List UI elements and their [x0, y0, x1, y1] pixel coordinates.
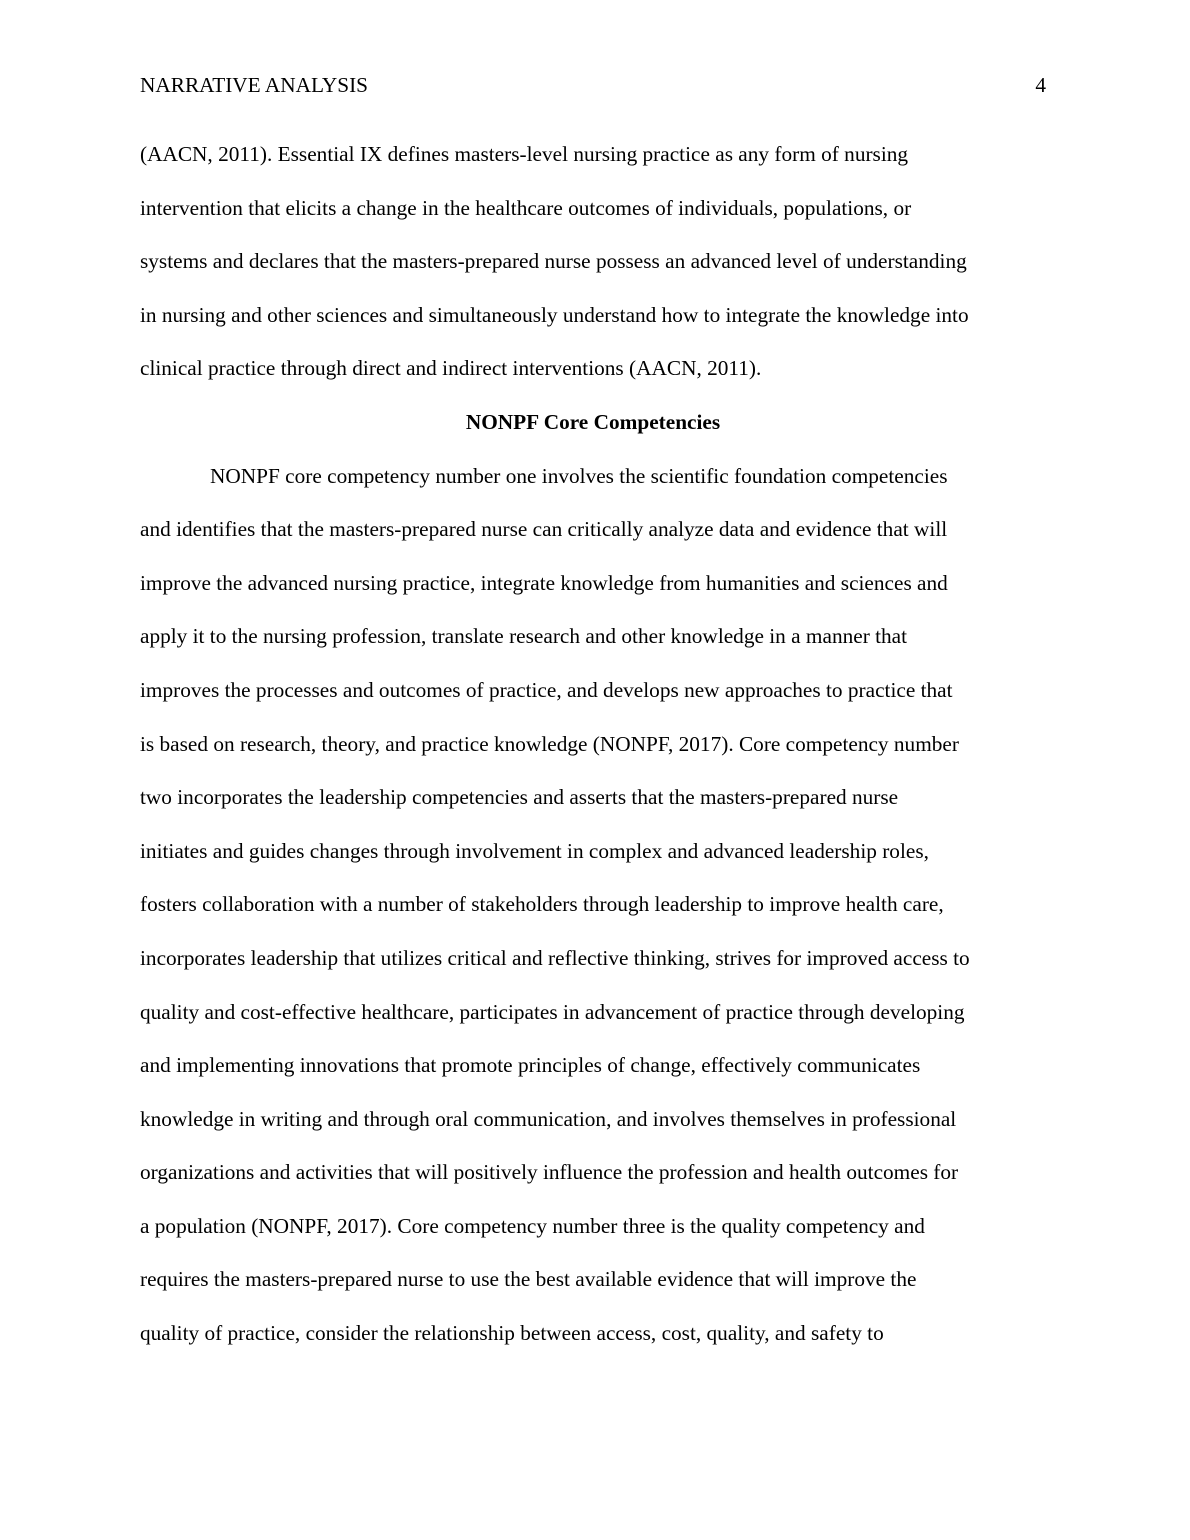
text-line: apply it to the nursing profession, translate research and other knowledge in a manner that — [140, 624, 908, 649]
text-line: initiates and guides changes through involvement in complex and advanced leadership roles, — [140, 838, 929, 863]
text-line: organizations and activities that will positively influence the profession and health outcomes for — [140, 1160, 959, 1185]
paragraph-continuation — [140, 128, 1060, 396]
text-line: improve the advanced nursing practice, integrate knowledge from humanities and sciences and — [140, 570, 948, 595]
text-line: quality and cost-effective healthcare, participates in advancement of practice through developing — [140, 999, 965, 1024]
text-line: fosters collaboration with a number of stakeholders through leadership to improve health care, — [140, 892, 944, 917]
text-line: systems and declares that the masters-prepared nurse possess an advanced level of understanding — [140, 249, 967, 274]
text-line: improves the processes and outcomes of practice, and develops new approaches to practice that — [140, 677, 953, 702]
text-line: clinical practice through direct and indirect interventions (AACN, 2011). — [140, 356, 762, 381]
text-line: intervention that elicits a change in the healthcare outcomes of individuals, populations, or — [140, 195, 912, 220]
text-line: a population (NONPF, 2017). Core competency number three is the quality competency and — [140, 1213, 925, 1238]
text-line: two incorporates the leadership competencies and asserts that the masters-prepared nurse — [140, 785, 899, 810]
text-line: incorporates leadership that utilizes critical and reflective thinking, strives for improved access to — [140, 945, 970, 970]
text-line: is based on research, theory, and practice knowledge (NONPF, 2017). Core competency number — [140, 731, 959, 756]
text-line: NONPF core competency number one involves the scientific foundation competencies — [210, 463, 948, 488]
paragraph-competencies — [140, 450, 1060, 1361]
text-line: and implementing innovations that promote principles of change, effectively communicates — [140, 1053, 921, 1078]
section-heading: NONPF Core Competencies — [465, 409, 721, 434]
text-line: and identifies that the masters-prepared nurse can critically analyze data and evidence that will — [140, 517, 948, 542]
page-header — [140, 73, 1046, 97]
text-line: in nursing and other sciences and simultaneously understand how to integrate the knowledge into — [140, 302, 969, 327]
page-number: 4 — [1035, 73, 1046, 97]
text-line: quality of practice, consider the relationship between access, cost, quality, and safety to — [140, 1321, 884, 1346]
text-line: knowledge in writing and through oral communication, and involves themselves in professional — [140, 1106, 957, 1131]
text-line: (AACN, 2011). Essential IX defines masters-level nursing practice as any form of nursing — [140, 142, 909, 166]
document-body — [140, 128, 1060, 1361]
text-line: requires the masters-prepared nurse to use the best available evidence that will improve the — [140, 1267, 917, 1292]
running-head: NARRATIVE ANALYSIS — [140, 73, 369, 97]
